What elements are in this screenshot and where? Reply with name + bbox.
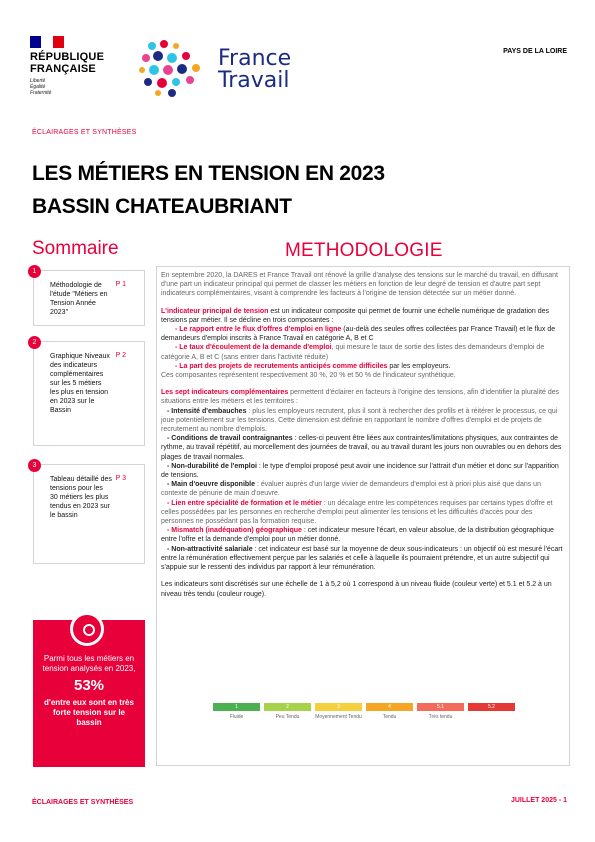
republic-name [30, 51, 110, 75]
france-travail-logo [138, 38, 318, 98]
region-label: PAYS DE LA LOIRE [503, 48, 567, 55]
methodology-paragraph-4: Les indicateurs sont discrétisés sur une échelle de 1 à 5,2 où 1 correspond à un niveau fluide (couleur verte) et 5.1 et 5.2 à un niveau très tendu (couleur rouge). [161, 581, 552, 598]
toc-item-text: Graphique Niveaux des indicateurs complémentaires sur les 5 métiers les plus en tension en 2023 sur le Bassin [50, 353, 110, 414]
motto-fraternite: Fraternité [30, 90, 52, 96]
scale-item-peu-tendu [264, 703, 311, 720]
scale-item-fluide [213, 703, 260, 720]
toc-item-3[interactable] [33, 464, 145, 564]
scale-item-tres-tendu-51 [417, 703, 464, 720]
sommaire-title: Sommaire [32, 238, 119, 259]
indicator-3-label: - Non-durabilité de l'emploi [167, 462, 257, 470]
indicator-5-text: : un décalage entre les compétences requises par certains types d'offre et celles possédées par les personnes en recherche d'emploi peut alimenter les tensions et les difficultés d'accès pour des personnes ne possédant pas la formation requise. [161, 499, 553, 526]
toc-item-page: P 1 [115, 281, 126, 288]
scale-item-tres-tendu-52 [468, 703, 515, 720]
methodology-paragraph-3 [161, 388, 566, 572]
france-travail-dots-icon [138, 38, 208, 98]
toc-item-text: Méthodologie de l'étude "Métiers en Tension Année 2023" [50, 282, 108, 316]
indicator-1-label: - Intensité d'embauches [167, 407, 247, 415]
scale-value-5-1: 5.1 [417, 703, 464, 711]
toc-number-badge: 2 [28, 336, 41, 349]
indicator-4-text: : évaluer auprès d'un large vivier de demandeurs d'emploi est à priori plus aisé que dans un contexte de pénurie de main d'oeuvre. [161, 481, 541, 498]
republique-francaise-logo [30, 36, 110, 96]
agency-name-line2: Travail [218, 68, 290, 93]
scale-value-4: 4 [366, 703, 413, 711]
toc-item-page: P 3 [115, 475, 126, 482]
indicator-2-label: - Conditions de travail contraignantes [167, 435, 293, 443]
scale-item-moyennement-tendu [315, 703, 362, 720]
footer-date-page: JUILLET 2025 - 1 [510, 797, 567, 804]
scale-value-3: 3 [315, 703, 362, 711]
publication-series: ÉCLAIRAGES ET SYNTHÈSES [32, 129, 137, 136]
scale-label-4: Tendu [382, 714, 397, 720]
indicator-2-text: : celles-ci peuvent être liées aux contraintes/limitations physiques, aux contraintes de rythme, au travail répétitif, au morcellement des journées de travail, ou au travail durant les jours non ouvrables ou en dehors des plages de travail normales. [161, 435, 562, 461]
republic-name-line2: FRANÇAISE [30, 63, 96, 75]
key-stat-value: 53% [73, 677, 105, 694]
indicator-6-text: : cet indicateur mesure l'écart, en valeur absolue, de la distribution géographique entre l'offre et la demande d'emploi pour un métier donné. [161, 527, 554, 544]
france-travail-wordmark [218, 48, 291, 92]
component-1-text: (au-delà des seules offres collectées par France Travail) et le flux de demandeurs d'emploi inscrits à France Travail en catégorie A, B et C [161, 326, 556, 343]
scale-label-3: Moyennement Tendu [315, 714, 362, 720]
search-badge-icon [70, 612, 104, 646]
methodology-title: METHODOLOGIE [285, 240, 443, 261]
scale-label-5-1: Très tendu [428, 714, 453, 720]
complementary-indicators-label: Les sept indicateurs complémentaires [161, 389, 289, 397]
indicator-7-label: - Non-attractivité salariale [167, 545, 253, 553]
page-title-line2: BASSIN CHATEAUBRIANT [32, 195, 292, 218]
component-1-label: - Le rapport entre le flux d'offres d'emploi en ligne [175, 326, 342, 334]
methodology-body [161, 271, 566, 607]
toc-item-2[interactable] [33, 341, 145, 446]
component-2-text: , qui mesure le taux de sortie des listes des demandeurs d'emploi de catégorie A, B et C (sans entrer dans l'activité réduite) [161, 344, 545, 361]
tension-scale [213, 703, 515, 720]
methodology-panel [156, 266, 570, 766]
scale-value-1: 1 [213, 703, 260, 711]
toc-item-1[interactable] [33, 270, 145, 326]
motto-liberte: Liberté [30, 78, 46, 84]
indicator-4-label: - Main d'oeuvre disponible [167, 481, 256, 489]
republic-motto [30, 78, 110, 96]
components-weights: Ces composantes représentent respectivement 30 %, 20 % et 50 % de l'indicateur synthétique. [161, 372, 456, 380]
agency-name-line1: France [218, 46, 292, 71]
complementary-indicators-text: permettent d'éclairer en facteurs à l'origine des tensions, afin d'identifier la pluralité des situations entre les métiers et les territoires : [161, 389, 560, 406]
republic-name-line1: RÉPUBLIQUE [30, 51, 105, 63]
indicator-3-text: : le type d'emploi proposé peut avoir une incidence sur l'attrait d'un métier et donc sur l'apparition de tensions. [161, 462, 559, 480]
indicator-6-label: - Mismatch (inadéquation) géographique [167, 527, 302, 535]
french-flag-icon [30, 36, 64, 48]
key-stat-box [33, 620, 145, 767]
main-indicator-text: est un indicateur composite qui permet de fournir une échelle numérique de gradation des tensions par métier. Il se décline en trois composantes : [161, 307, 550, 324]
scale-value-2: 2 [264, 703, 311, 711]
component-3-text: par les employeurs. [387, 362, 451, 370]
indicator-1-text: : plus les employeurs recrutent, plus il sont à rechercher des profils et à réitérer le processus, ce qui joue potentiellement sur les tensions. Cette dimension est définie en rapportant le nombre d'offres d'emploi et de projets de recrutement au nombre d'emplois. [161, 407, 558, 434]
main-indicator-label: L'indicateur principal de tension [161, 307, 269, 315]
toc-item-text: Tableau détaillé des tensions pour les 30 métiers les plus tendus en 2023 sur le bassin [50, 476, 112, 519]
page-title-line1: LES MÉTIERS EN TENSION EN 2023 [32, 162, 385, 185]
scale-label-1: Fluide [229, 714, 244, 720]
toc-item-page: P 2 [115, 352, 126, 359]
toc-number-badge: 1 [28, 265, 41, 278]
methodology-paragraph-2 [161, 307, 566, 381]
scale-item-tendu [366, 703, 413, 720]
component-2-label: - Le taux d'écoulement de la demande d'emploi [175, 344, 332, 352]
toc-number-badge: 3 [28, 459, 41, 472]
key-stat-intro: Parmi tous les métiers en tension analysés en 2023, [42, 654, 136, 673]
footer-series: ÉCLAIRAGES ET SYNTHÈSES [32, 799, 134, 806]
indicator-7-text: : cet indicateur est basé sur la moyenne de deux sous-indicateurs : un objectif où est mesuré l'écart entre la rémunération effectivement perçue par les salariés et celle à laquelle ils pourraient prétendre, et un autre subjectif qui s'appuie sur le ressenti des individus par rapport à leur rémunération. [161, 545, 563, 572]
key-stat-outro: d'entre eux sont en très forte tension sur le bassin [44, 698, 134, 727]
scale-label-2: Peu Tendu [275, 714, 300, 720]
page-title [32, 157, 385, 223]
motto-egalite: Égalité [30, 84, 46, 90]
component-3-label: - La part des projets de recrutements anticipés comme difficiles [175, 362, 388, 370]
indicator-5-label: - Lien entre spécialité de formation et le métier [167, 499, 322, 507]
scale-value-5-2: 5.2 [468, 703, 515, 711]
methodology-paragraph-1: En septembre 2020, la DARES et France Travail ont rénové la grille d'analyse des tensions sur le marché du travail, en diffusant d'une part un indicateur principal qui permet de classer les métiers en fonction de leur degré de tension et d'autre part sept indicateurs complémentaires, visant à comprendre les facteurs à l'origine de tension détectée sur un métier donné. [161, 272, 558, 298]
